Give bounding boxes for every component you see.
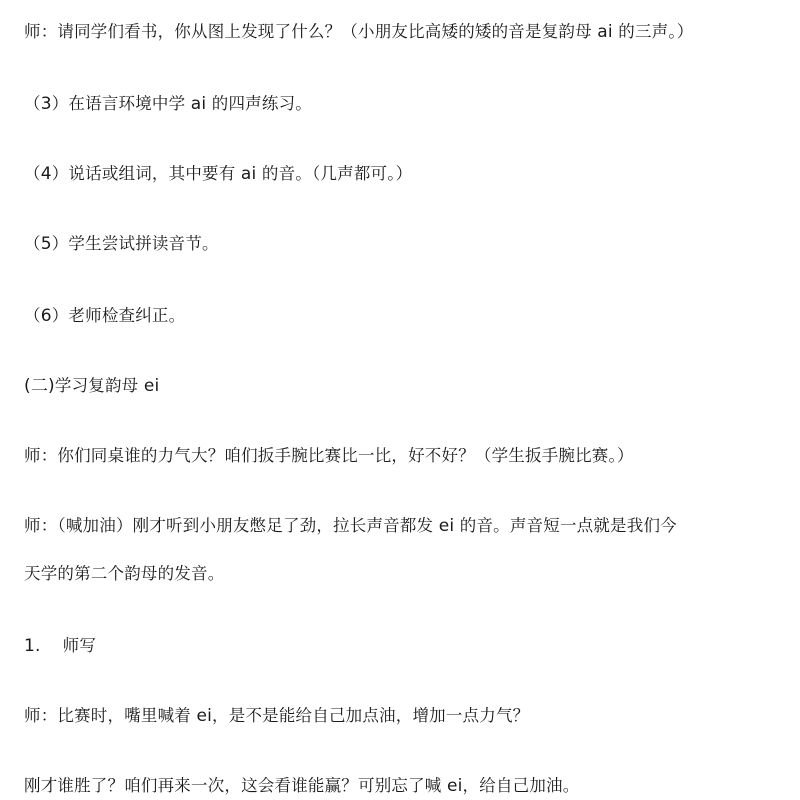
section-title: 学习复韵母 [54,376,144,395]
text-segment: ）在语言环境中学 [51,94,191,113]
step-4 [24,162,792,186]
paragraph-teacher-cheer [24,514,792,538]
item-text: 师写 [62,636,97,655]
paragraph-continuation [24,562,792,586]
pinyin-ei: ei [143,376,160,396]
paragraph-teacher-question [24,20,792,44]
text-segment: 师：比赛时，嘴里喊着 [24,706,197,725]
pinyin-ei: ei [446,776,463,796]
step-number: 5 [40,234,52,254]
text-segment: ，给自己加油。 [462,776,580,795]
pinyin-ai: ai [190,94,207,114]
text-segment: 的四声练习。 [206,94,312,113]
step-6 [24,304,792,328]
pinyin-ei: ei [438,516,455,536]
section-number: (二) [24,376,55,396]
text-segment: ，是不是能给自己加点油，增加一点力气？ [212,706,530,725]
step-number: 3 [40,94,52,114]
text-segment: 师：你们同桌谁的力气大？咱们扳手腕比赛比一比，好不好？（学生扳手腕比赛。） [24,446,634,465]
paragraph-teacher-arm-wrestling [24,444,792,468]
section-heading [24,374,792,398]
step-3 [24,92,792,116]
pinyin-ai: ai [240,164,257,184]
text-segment: 的音。声音短一点就是我们今 [454,516,677,535]
step-number: 4 [40,164,52,184]
text-segment: 师：（喊加油）刚才听到小朋友憋足了劲，拉长声音都发 [24,516,439,535]
paragraph-teacher-competition [24,704,792,728]
text-segment: 天学的第二个韵母的发音。 [24,564,225,583]
paren-open: （ [24,164,41,183]
text-segment: 的三声。） [612,22,694,41]
text-segment: 的音。（几声都可。） [256,164,413,183]
pinyin-ei: ei [196,706,213,726]
paren-open: （ [24,234,41,253]
step-number: 6 [40,306,52,326]
text-segment: 师：请同学们看书，你从图上发现了什么？（小朋友比高矮的矮的音是复韵母 [24,22,598,41]
item-number: 1. [24,636,41,656]
pinyin-ai: ai [597,22,613,42]
paren-open: （ [24,306,41,325]
step-5 [24,232,792,256]
text-segment: ）老师检查纠正。 [51,306,186,325]
paren-open: （ [24,94,41,113]
numbered-item-1 [24,634,792,658]
text-segment: 刚才谁胜了？咱们再来一次，这会看谁能赢？可别忘了喊 [24,776,447,795]
text-segment: ）说话或组词，其中要有 [51,164,241,183]
paragraph-who-won [24,774,792,798]
text-segment: ）学生尝试拼读音节。 [51,234,219,253]
